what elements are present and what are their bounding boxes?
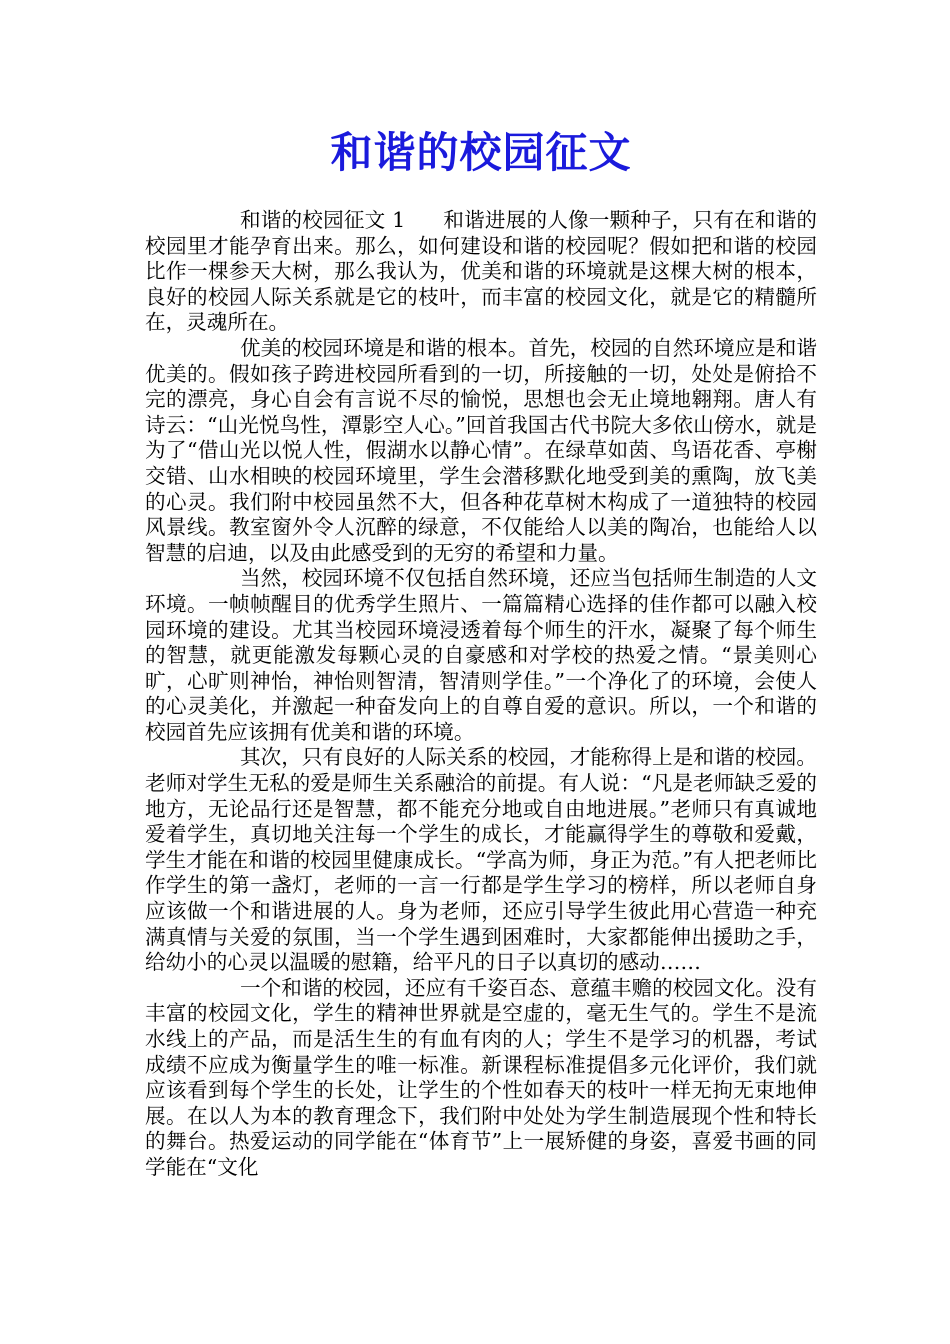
paragraph: 其次，只有良好的人际关系的校园，才能称得上是和谐的校园。老师对学生无私的爱是师生关系融洽的前提。有人说：“凡是老师缺乏爱的地方，无论品行还是智慧，都不能充分地或自由地进展。”老师只有真诚地爱着学生，真切地关注每一个学生的成长，才能赢得学生的尊敬和爱戴，学生才能在和谐的校园里健康成长。“学高为师，身正为范。”有人把老师比作学生的第一盏灯，老师的一言一行都是学生学习的榜样，所以老师自身应该做一个和谐进展的人。身为老师，还应引导学生彼此用心营造一种充满真情与关爱的氛围，当一个学生遇到困难时，大家都能伸出援助之手，给幼小的心灵以温暖的慰籍，给平凡的日子以真切的感动…… <box>145 745 817 975</box>
document-page <box>145 120 817 1181</box>
paragraph-text: 和谐进展的人像一颗种子，只有在和谐的校园里才能孕育出来。那么，如何建设和谐的校园呢？假如把和谐的校园比作一棵参天大树，那么我认为，优美和谐的环境就是这棵大树的根本，良好的校园人际关系就是它的枝叶，而丰富的校园文化，就是它的精髓所在，灵魂所在。 <box>145 208 818 335</box>
document-title: 和谐的校园征文 <box>330 128 632 177</box>
essay-number-heading: 和谐的校园征文 1 <box>240 208 406 232</box>
paragraph <box>145 208 817 336</box>
paragraph: 一个和谐的校园，还应有千姿百态、意蕴丰赡的校园文化。没有丰富的校园文化，学生的精神世界就是空虚的，毫无生气的。学生不是流水线上的产品，而是活生生的有血有肉的人；学生不是学习的机器，考试成绩不应成为衡量学生的唯一标准。新课程标准提倡多元化评价，我们就应该看到每个学生的长处，让学生的个性如春天的枝叶一样无拘无束地伸展。在以人为本的教育理念下，我们附中处处为学生制造展现个性和特长的舞台。热爱运动的同学能在“体育节”上一展矫健的身姿，喜爱书画的同学能在“文化 <box>145 975 817 1179</box>
paragraph: 优美的校园环境是和谐的根本。首先，校园的自然环境应是和谐优美的。假如孩子跨进校园所看到的一切，所接触的一切，处处是俯拾不完的漂亮，身心自会有言说不尽的愉悦，思想也会无止境地翱翔。唐人有诗云：“山光悦鸟性，潭影空人心。”回首我国古代书院大多依山傍水，就是为了“借山光以悦人性，假湖水以静心情”。在绿草如茵、鸟语花香、亭榭交错、山水相映的校园环境里，学生会潜移默化地受到美的熏陶，放飞美的心灵。我们附中校园虽然不大，但各种花草树木构成了一道独特的校园风景线。教室窗外令人沉醉的绿意，不仅能给人以美的陶冶，也能给人以智慧的启迪，以及由此感受到的无穷的希望和力量。 <box>145 335 817 565</box>
paragraph: 当然，校园环境不仅包括自然环境，还应当包括师生制造的人文环境。一帧帧醒目的优秀学生照片、一篇篇精心选择的佳作都可以融入校园环境的建设。尤其当校园环境浸透着每个师生的汗水，凝聚了每个师生的智慧，就更能激发每颗心灵的自豪感和对学校的热爱之情。“景美则心旷，心旷则神怡，神怡则智清，智清则学佳。”一个净化了的环境，会使人的心灵美化，并激起一种奋发向上的自尊自爱的意识。所以，一个和谐的校园首先应该拥有优美和谐的环境。 <box>145 566 817 744</box>
